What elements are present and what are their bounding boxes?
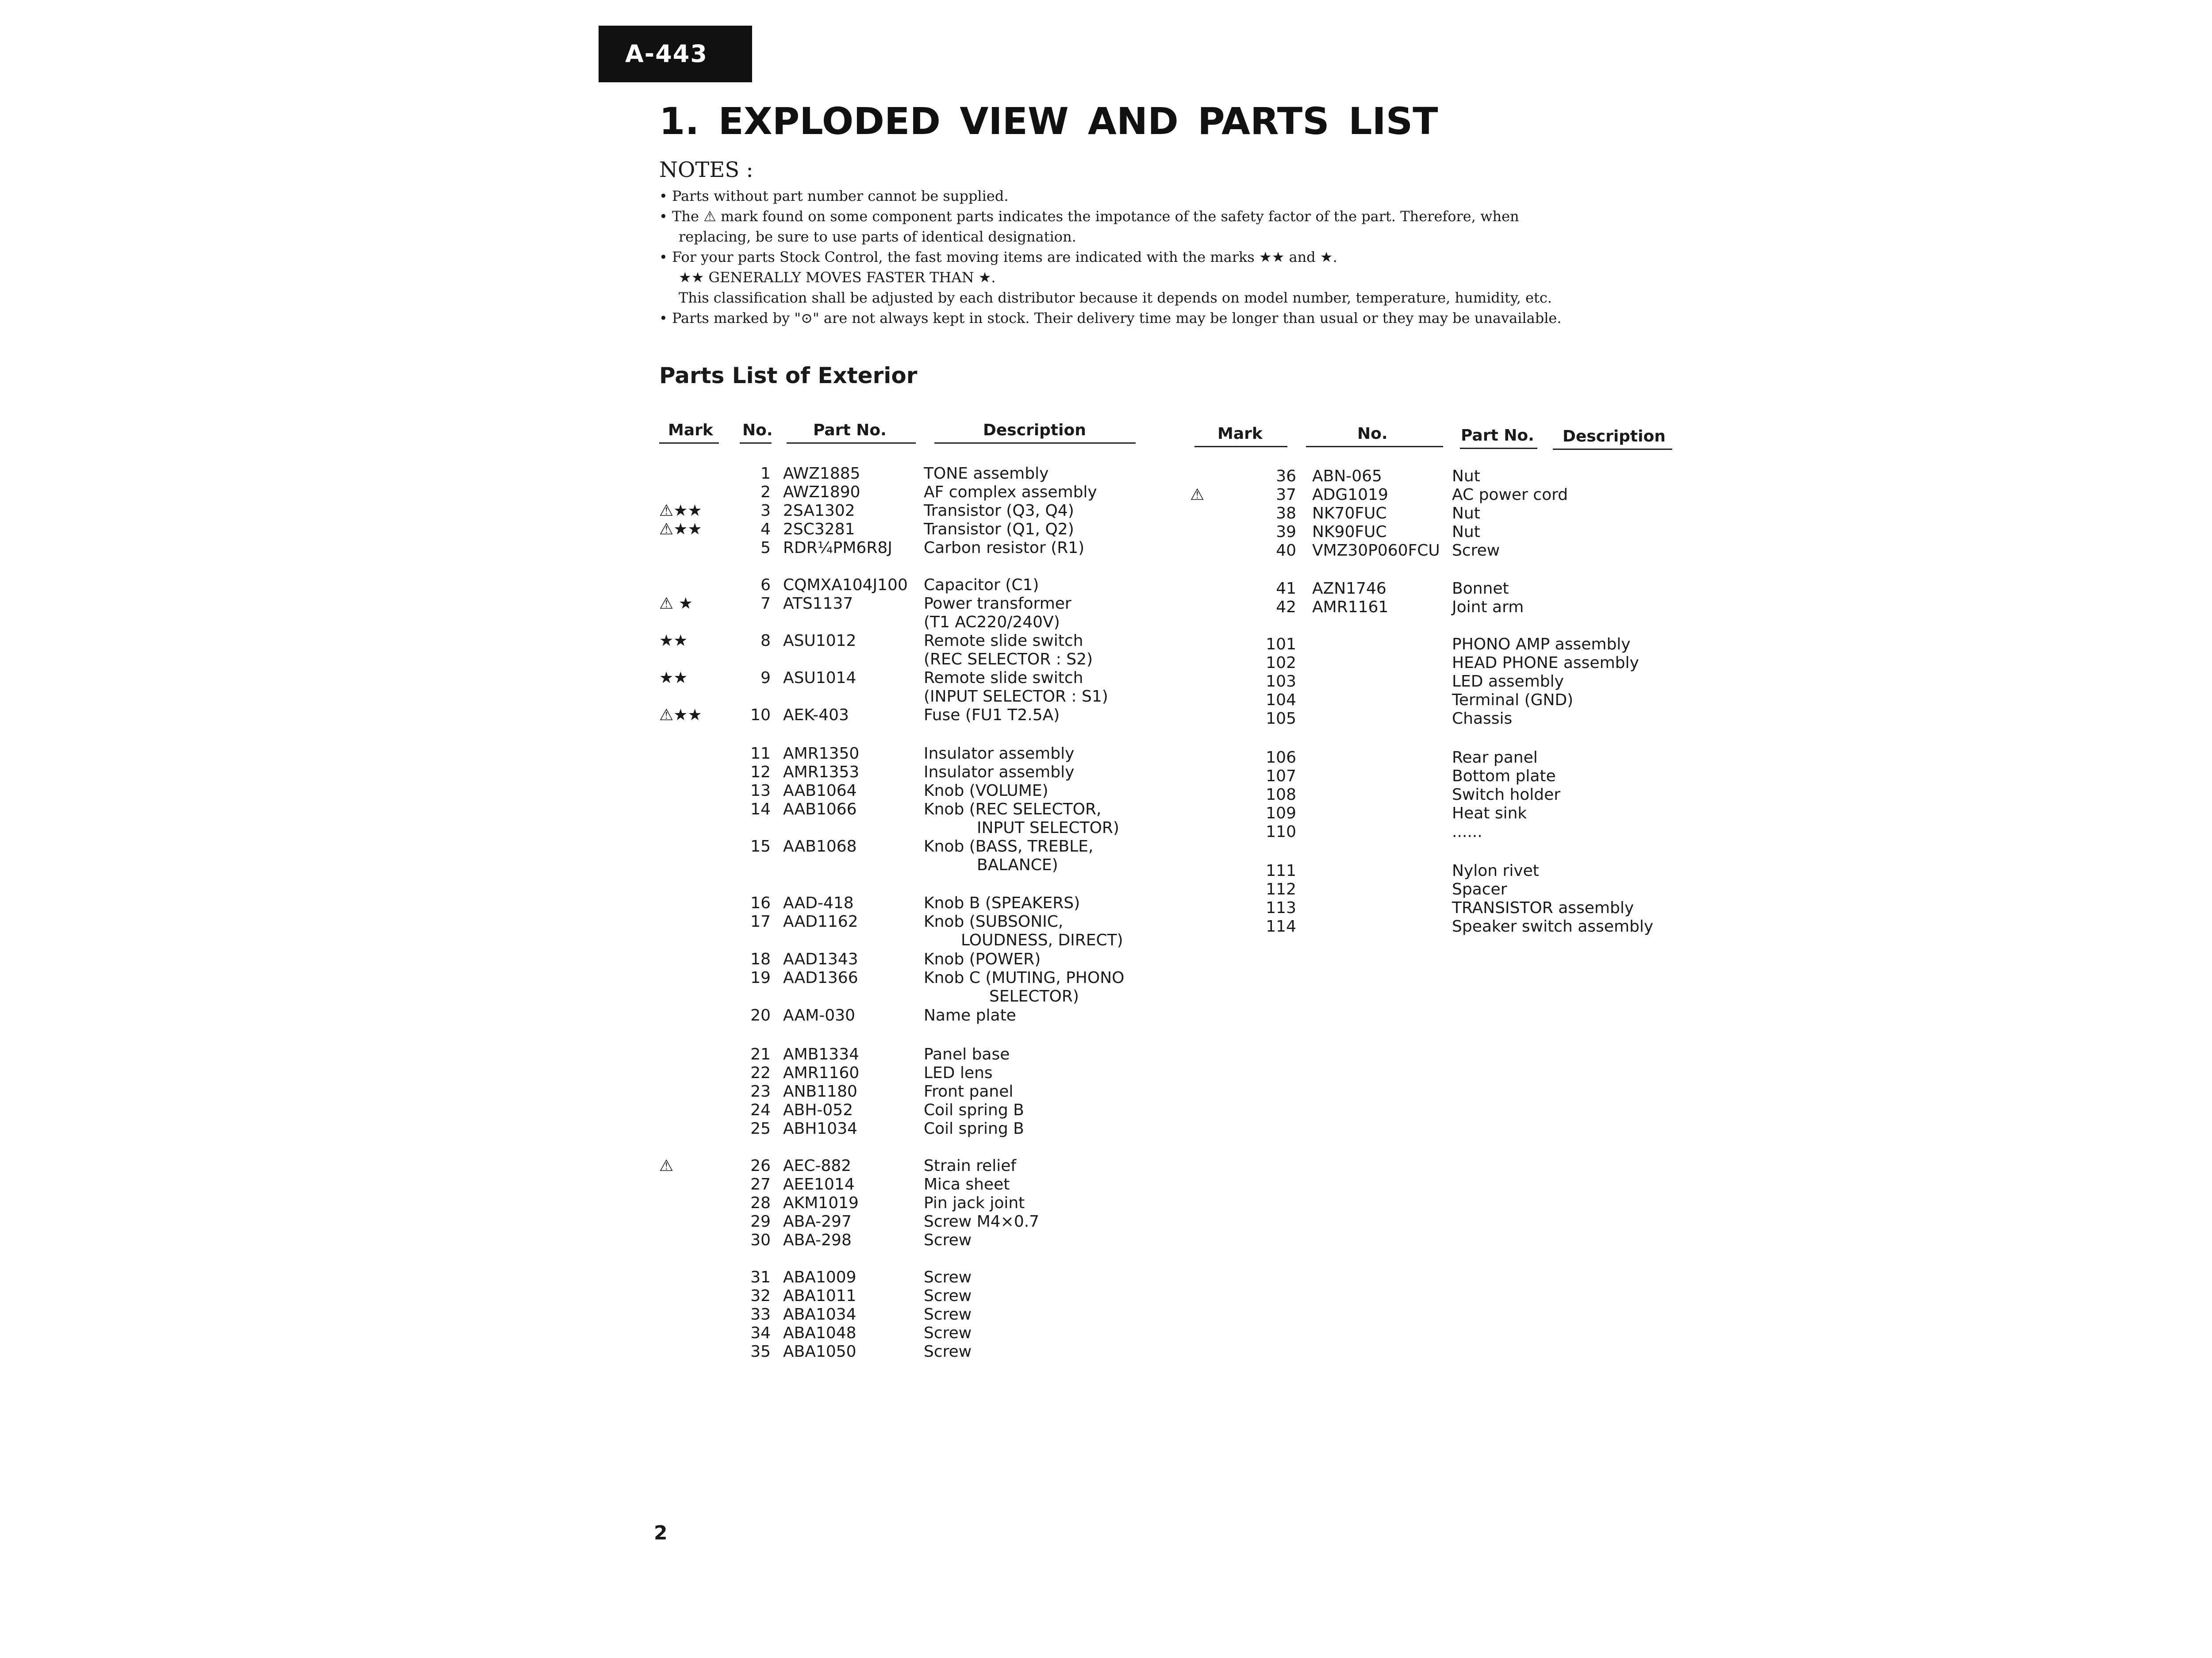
left-header-part-no: Part No.	[813, 421, 887, 439]
left-desc: BALANCE)	[977, 856, 1058, 874]
left-no: 14	[750, 800, 771, 818]
note-line: • Parts without part number cannot be supplied.	[659, 188, 1009, 204]
right-header-rule	[1194, 446, 1287, 447]
left-part: AKM1019	[783, 1194, 859, 1212]
left-part: CQMXA104J100	[783, 576, 908, 594]
left-part: 2SC3281	[783, 520, 855, 538]
right-header-no: No.	[1357, 425, 1388, 443]
left-desc: Knob (REC SELECTOR,	[924, 800, 1102, 818]
left-desc: Front panel	[924, 1082, 1014, 1101]
left-desc: Strain relief	[924, 1157, 1017, 1175]
left-mark: ⚠ ★	[659, 595, 693, 613]
left-header-rule	[659, 442, 719, 444]
note-line: ★★ GENERALLY MOVES FASTER THAN ★.	[679, 269, 996, 286]
left-desc: (REC SELECTOR : S2)	[924, 650, 1093, 668]
left-no: 24	[750, 1101, 771, 1119]
left-part: AAB1066	[783, 800, 857, 818]
left-no: 7	[760, 595, 771, 613]
left-part: ABA1009	[783, 1268, 856, 1286]
right-header-mark: Mark	[1217, 425, 1263, 443]
right-part: NK90FUC	[1312, 523, 1387, 541]
left-desc: Knob (VOLUME)	[924, 782, 1048, 800]
left-part: AMR1350	[783, 745, 860, 763]
right-no: 37	[1276, 486, 1296, 504]
left-mark: ⚠	[659, 1157, 674, 1175]
right-desc: Switch holder	[1452, 786, 1561, 804]
left-no: 29	[750, 1213, 771, 1231]
section-title: Parts List of Exterior	[659, 363, 918, 388]
right-no: 101	[1266, 635, 1296, 653]
page-title: 1. EXPLODED VIEW AND PARTS LIST	[659, 100, 1438, 143]
right-no: 111	[1266, 862, 1296, 880]
right-no: 103	[1266, 672, 1296, 691]
left-part: AMR1160	[783, 1064, 860, 1082]
right-no: 113	[1266, 899, 1296, 917]
left-part: AAD1343	[783, 950, 858, 968]
right-no: 108	[1266, 786, 1296, 804]
left-part: RDR¼PM6R8J	[783, 539, 892, 557]
left-desc: SELECTOR)	[989, 987, 1079, 1006]
right-desc: Bonnet	[1452, 580, 1509, 598]
left-no: 12	[750, 763, 771, 781]
note-line: This classification shall be adjusted by each distributor because it depends on model number, temperature, humidity, etc.	[679, 289, 1552, 306]
right-desc: Screw	[1452, 541, 1500, 560]
left-part: AAD1162	[783, 913, 858, 931]
left-desc: Screw	[924, 1343, 972, 1361]
left-part: AAD-418	[783, 894, 854, 912]
left-mark: ★★	[659, 632, 688, 650]
left-header-description: Description	[983, 421, 1086, 439]
left-desc: AF complex assembly	[924, 483, 1097, 501]
left-no: 10	[750, 706, 771, 724]
left-no: 33	[750, 1305, 771, 1324]
right-desc: HEAD PHONE assembly	[1452, 654, 1639, 672]
left-part: ASU1014	[783, 669, 856, 687]
right-no: 42	[1276, 598, 1296, 616]
left-no: 11	[750, 745, 771, 763]
left-mark: ⚠★★	[659, 706, 702, 724]
left-desc: (INPUT SELECTOR : S1)	[924, 687, 1108, 706]
left-part: AEC-882	[783, 1157, 852, 1175]
left-mark: ⚠★★	[659, 520, 702, 538]
right-desc: Heat sink	[1452, 804, 1527, 822]
notes-block	[659, 186, 1690, 328]
left-no: 20	[750, 1006, 771, 1025]
notes-heading: NOTES :	[659, 157, 753, 182]
right-desc: Terminal (GND)	[1452, 691, 1574, 709]
left-desc: Panel base	[924, 1045, 1010, 1063]
right-desc: Speaker switch assembly	[1452, 917, 1654, 936]
right-desc: Spacer	[1452, 880, 1507, 898]
left-desc: Coil spring B	[924, 1101, 1024, 1119]
left-no: 13	[750, 782, 771, 800]
right-desc: PHONO AMP assembly	[1452, 635, 1631, 653]
left-no: 25	[750, 1120, 771, 1138]
left-part: AEK-403	[783, 706, 849, 724]
left-part: AWZ1885	[783, 464, 860, 483]
left-desc: Name plate	[924, 1006, 1016, 1025]
right-no: 109	[1266, 804, 1296, 822]
note-line: • For your parts Stock Control, the fast moving items are indicated with the marks ★★ and ★.	[659, 249, 1337, 265]
left-part: ANB1180	[783, 1082, 857, 1101]
right-desc: TRANSISTOR assembly	[1452, 899, 1634, 917]
left-no: 2	[760, 483, 771, 501]
left-header-rule	[934, 442, 1136, 444]
left-desc: Carbon resistor (R1)	[924, 539, 1085, 557]
left-desc: Knob (POWER)	[924, 950, 1041, 968]
right-desc: Rear panel	[1452, 748, 1538, 767]
note-line: • Parts marked by "⊙" are not always kept in stock. Their delivery time may be longer than usual or they may be unavailable.	[659, 310, 1562, 326]
right-header-rule	[1460, 448, 1537, 449]
left-header-no: No.	[742, 421, 773, 439]
left-part: ABA1048	[783, 1324, 856, 1342]
right-desc: Nut	[1452, 504, 1480, 522]
left-header-mark: Mark	[668, 421, 713, 439]
right-desc: Nut	[1452, 523, 1480, 541]
left-desc: Insulator assembly	[924, 745, 1075, 763]
right-part: ABN-065	[1312, 467, 1382, 485]
right-mark: ⚠	[1190, 486, 1205, 504]
left-part: ABH1034	[783, 1120, 858, 1138]
right-header-rule	[1306, 446, 1443, 447]
left-no: 18	[750, 950, 771, 968]
left-part: AWZ1890	[783, 483, 860, 501]
right-header-description: Description	[1563, 427, 1666, 445]
left-part: ABA1050	[783, 1343, 856, 1361]
left-no: 26	[750, 1157, 771, 1175]
left-no: 17	[750, 913, 771, 931]
page-number: 2	[654, 1522, 668, 1544]
right-no: 110	[1266, 823, 1296, 841]
left-desc: Transistor (Q3, Q4)	[924, 502, 1074, 520]
left-no: 28	[750, 1194, 771, 1212]
left-part: ABA-298	[783, 1231, 852, 1249]
left-part: AAD1366	[783, 969, 858, 987]
left-no: 35	[750, 1343, 771, 1361]
left-desc: Knob B (SPEAKERS)	[924, 894, 1080, 912]
left-desc: Insulator assembly	[924, 763, 1075, 781]
left-desc: (T1 AC220/240V)	[924, 613, 1060, 631]
left-part: AMB1334	[783, 1045, 860, 1063]
left-part: 2SA1302	[783, 502, 855, 520]
left-no: 16	[750, 894, 771, 912]
left-desc: Knob (SUBSONIC,	[924, 913, 1064, 931]
right-no: 40	[1276, 541, 1296, 560]
left-desc: Screw	[924, 1324, 972, 1342]
right-desc: Chassis	[1452, 710, 1513, 728]
left-part: AAB1068	[783, 837, 857, 856]
left-part: ABA-297	[783, 1213, 852, 1231]
left-part: ATS1137	[783, 595, 853, 613]
right-no: 112	[1266, 880, 1296, 898]
left-desc: Pin jack joint	[924, 1194, 1025, 1212]
right-part: AZN1746	[1312, 580, 1386, 598]
left-no: 31	[750, 1268, 771, 1286]
left-desc: Power transformer	[924, 595, 1071, 613]
left-part: ASU1012	[783, 632, 856, 650]
right-no: 104	[1266, 691, 1296, 709]
left-desc: LED lens	[924, 1064, 993, 1082]
left-desc: Screw	[924, 1305, 972, 1324]
left-desc: Knob C (MUTING, PHONO	[924, 969, 1125, 987]
left-desc: Coil spring B	[924, 1120, 1024, 1138]
left-no: 32	[750, 1287, 771, 1305]
right-desc: ......	[1452, 823, 1482, 841]
left-desc: Screw	[924, 1287, 972, 1305]
left-part: AAB1064	[783, 782, 857, 800]
left-desc: LOUDNESS, DIRECT)	[961, 931, 1123, 949]
left-no: 30	[750, 1231, 771, 1249]
left-desc: Screw	[924, 1231, 972, 1249]
left-no: 4	[760, 520, 771, 538]
left-desc: Fuse (FU1 T2.5A)	[924, 706, 1060, 724]
left-no: 21	[750, 1045, 771, 1063]
left-no: 15	[750, 837, 771, 856]
left-mark: ★★	[659, 669, 688, 687]
right-desc: Nylon rivet	[1452, 862, 1539, 880]
left-desc: Capacitor (C1)	[924, 576, 1039, 594]
left-part: ABH-052	[783, 1101, 853, 1119]
model-tag: A-443	[599, 26, 752, 82]
right-part: ADG1019	[1312, 486, 1388, 504]
right-part: VMZ30P060FCU	[1312, 541, 1440, 560]
right-no: 41	[1276, 580, 1296, 598]
left-desc: Transistor (Q1, Q2)	[924, 520, 1074, 538]
left-header-rule	[740, 442, 772, 444]
right-part: NK70FUC	[1312, 504, 1387, 522]
right-no: 36	[1276, 467, 1296, 485]
right-part: AMR1161	[1312, 598, 1389, 616]
left-desc: Remote slide switch	[924, 632, 1083, 650]
right-no: 107	[1266, 767, 1296, 785]
right-header-part-no: Part No.	[1461, 426, 1534, 445]
right-no: 102	[1266, 654, 1296, 672]
left-no: 23	[750, 1082, 771, 1101]
left-no: 3	[760, 502, 771, 520]
left-desc: Knob (BASS, TREBLE,	[924, 837, 1094, 856]
right-desc: Nut	[1452, 467, 1480, 485]
right-no: 114	[1266, 917, 1296, 936]
left-part: AEE1014	[783, 1175, 855, 1194]
left-desc: Screw	[924, 1268, 972, 1286]
right-desc: Bottom plate	[1452, 767, 1556, 785]
left-part: AMR1353	[783, 763, 860, 781]
left-no: 22	[750, 1064, 771, 1082]
left-desc: INPUT SELECTOR)	[977, 819, 1119, 837]
left-no: 1	[760, 464, 771, 483]
left-part: AAM-030	[783, 1006, 856, 1025]
right-desc: Joint arm	[1452, 598, 1524, 616]
right-desc: AC power cord	[1452, 486, 1568, 504]
left-no: 19	[750, 969, 771, 987]
note-line: • The ⚠ mark found on some component parts indicates the impotance of the safety factor of the part. Therefore, when	[659, 208, 1519, 225]
right-no: 39	[1276, 523, 1296, 541]
left-desc: Screw M4×0.7	[924, 1213, 1040, 1231]
left-no: 5	[760, 539, 771, 557]
left-desc: Remote slide switch	[924, 669, 1083, 687]
left-no: 8	[760, 632, 771, 650]
left-desc: TONE assembly	[924, 464, 1049, 483]
left-no: 34	[750, 1324, 771, 1342]
right-desc: LED assembly	[1452, 672, 1564, 691]
left-no: 6	[760, 576, 771, 594]
left-part: ABA1011	[783, 1287, 856, 1305]
note-line: replacing, be sure to use parts of identical designation.	[679, 228, 1076, 245]
right-no: 106	[1266, 748, 1296, 767]
left-header-rule	[787, 442, 916, 444]
left-no: 9	[760, 669, 771, 687]
left-part: ABA1034	[783, 1305, 856, 1324]
left-mark: ⚠★★	[659, 502, 702, 520]
right-header-rule	[1553, 449, 1672, 450]
right-no: 105	[1266, 710, 1296, 728]
left-no: 27	[750, 1175, 771, 1194]
left-desc: Mica sheet	[924, 1175, 1010, 1194]
right-no: 38	[1276, 504, 1296, 522]
